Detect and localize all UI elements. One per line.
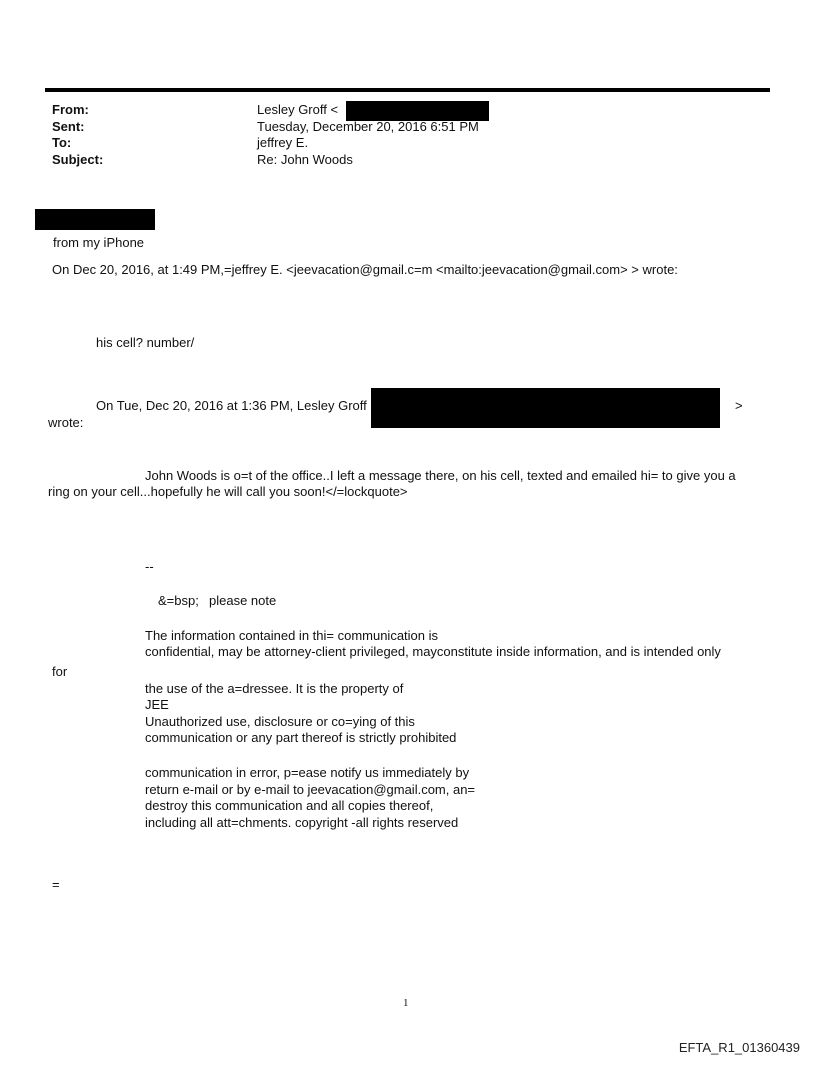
subject-label: Subject: [52,152,104,167]
redaction-box [371,388,720,428]
quote-header-1: On Dec 20, 2016, at 1:49 PM,=jeffrey E. <jeevacation@gmail.c=m <mailto:jeevacation@gmail.com> > wrote: [52,262,678,277]
sent-value: Tuesday, December 20, 2016 6:51 PM [257,119,479,134]
disclaimer-line: the use of the a=dressee. It is the property of [145,681,404,696]
quote-header-2: On Tue, Dec 20, 2016 at 1:36 PM, Lesley Groff [96,398,367,413]
reply-text: his cell? number/ [96,335,195,350]
disclaimer-line: for [52,664,68,679]
to-value: jeffrey E. [257,135,309,150]
nbsp-text: &=bsp; [158,593,199,608]
disclaimer-line: JEE [145,697,169,712]
disclaimer-line: return e-mail or by e-mail to jeevacation@gmail.com, an= [145,782,476,797]
disclaimer-line: including all att=chments. copyright -all rights reserved [145,815,459,830]
message-line-2: ring on your cell...hopefully he will call you soon!</=lockquote> [48,484,408,499]
header-rule [45,88,770,92]
disclaimer-line: confidential, may be attorney-client privileged, mayconstitute inside information, and is intended only [145,644,721,659]
from-value: Lesley Groff < [257,102,339,117]
sent-label: Sent: [52,119,85,134]
disclaimer-line: communication in error, p=ease notify us immediately by [145,765,470,780]
disclaimer-line: Unauthorized use, disclosure or co=ying of this [145,714,415,729]
subject-value: Re: John Woods [257,152,353,167]
message-line-1: John Woods is o=t of the office..I left a message there, on his cell, texted and emailed hi= to give you a [145,468,736,483]
disclaimer-line: destroy this communication and all copies thereof, [145,798,434,813]
redaction-box [346,101,489,121]
signature-line: from my iPhone [53,235,145,250]
quote-header-2-end: > [735,398,743,413]
bates-id: EFTA_R1_01360439 [678,1040,800,1055]
redaction-box [35,209,155,230]
from-label: From: [52,102,89,117]
to-label: To: [52,135,72,150]
disclaimer-line: The information contained in thi= communication is [145,628,439,643]
disclaimer-line: communication or any part thereof is strictly prohibited [145,730,457,745]
quote-header-2-wrote: wrote: [48,415,84,430]
please-note: please note [209,593,277,608]
trailing-char: = [52,877,60,892]
page-number: 1 [403,997,409,1009]
signature-separator: -- [145,559,154,574]
